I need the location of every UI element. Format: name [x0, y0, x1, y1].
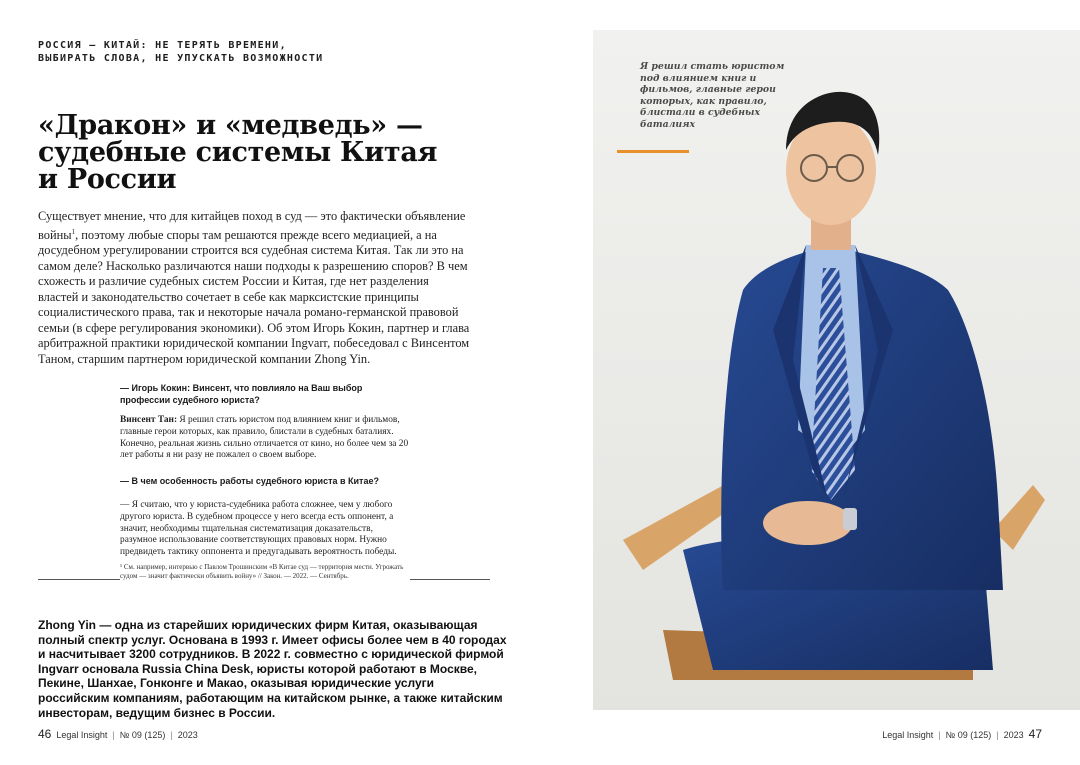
folio-separator: | [996, 730, 999, 740]
interview-answer [120, 415, 410, 462]
interview-question: — В чем особенность работы судебного юриста в Китае? [120, 476, 379, 486]
page-number: 46 [38, 727, 52, 741]
interview-answer: — Я считаю, что у юриста-судебника работа сложнее, чем у любого другого юриста. В судебном процессе у него всегда есть оппонент, а значит, необходимы тщательная систематизация доказательств, разумное использование соответствующих правовых норм. Нужно предвидеть тактику оппонента и предугадывать вероятность победы. [120, 500, 397, 558]
issue-number: № 09 (125) [945, 730, 992, 740]
kicker-line: ВЫБИРАТЬ СЛОВА, НЕ УПУСКАТЬ ВОЗМОЖНОСТИ [38, 53, 324, 64]
speaker-name: Винсент Тан: [120, 415, 178, 425]
interview-question: — Игорь Кокин: Винсент, что повлияло на Ваш выбор профессии судебного юриста? [120, 383, 363, 405]
chair-arm-right [993, 485, 1045, 550]
footnote-ref: 1 [71, 227, 76, 236]
page-folio [38, 727, 198, 741]
accent-rule [617, 150, 689, 153]
article-headline [38, 112, 478, 193]
headline-line: и России [38, 164, 177, 195]
kicker-line: РОССИЯ — КИТАЙ: НЕ ТЕРЯТЬ ВРЕМЕНИ, [38, 40, 287, 51]
pull-quote: Я решил стать юристом под влиянием книг и фильмов, главные герои которых, как правило, блистали в судебных баталиях [640, 61, 785, 130]
footnote: ¹ См. например, интервью с Павлом Трошинским «В Китае суд — территория мести. Угрожать судом — значит фактически объявить войну» // Закон. — 2022. — Сентябрь. [120, 563, 404, 580]
folio-separator: | [938, 730, 941, 740]
magazine-name: Legal Insight [882, 730, 934, 740]
folio-separator: | [112, 730, 115, 740]
folio-separator: | [170, 730, 173, 740]
lead-text: , поэтому любые споры там решаются прежде всего медиацией, а на досудебном урегулировании строится вся судебная система Китая. Так ли это на самом деле? Насколько различаются наши подходы к разрешению споров? В чем схожесть и различие судебных систем России и Китая, где нет разделения властей и законодательство сочетает в себе как марксистские принципы социалистического права, так и некоторые начала романо-германской правовой семьи (в сфере регулирования экономики). Об этом Игорь Кокин, партнер и глава арбитражной практики юридической компании Ingvarr, побеседовал с Винсентом Таном, старшим партнером юридической компании Zhong Yin. [38, 227, 470, 366]
section-kicker [38, 39, 418, 65]
hands [763, 501, 853, 545]
lead-paragraph [38, 209, 470, 367]
answer-text: Я решил стать юристом под влиянием книг и фильмов, главные герои которых, как правило, блистали в судебных баталиях. Конечно, реальная жизнь сильно отличается от кино, но более чем за 20 лет работы я ни разу не пожалел о своем выборе. [120, 415, 409, 461]
headline-line: судебные системы Китая [38, 137, 438, 168]
company-about: Zhong Yin — одна из старейших юридических фирм Китая, оказывающая полный спектр услуг. Основана в 1993 г. Имеет офисы более чем в 40 городах и насчитывает 3200 сотрудников. В 2022 г. совместно с юридической фирмой Ingvarr основала Russia China Desk, юристы которой работают в Москве, Пекине, Шанхае, Гонконге и Макао, оказывая юридические услуги российским компаниям, работающим на китайском рынке, а также китайским инвесторам, ведущим бизнес в России. [38, 618, 507, 720]
issue-year: 2023 [1003, 730, 1024, 740]
portrait-photo [593, 30, 1080, 710]
issue-year: 2023 [177, 730, 198, 740]
portrait-illustration [593, 30, 1080, 710]
headline-line: «Дракон» и «медведь» — [38, 110, 423, 141]
footnote-rule [410, 579, 490, 580]
page-folio [882, 727, 1042, 741]
page-number: 47 [1028, 727, 1042, 741]
magazine-name: Legal Insight [56, 730, 108, 740]
issue-number: № 09 (125) [119, 730, 166, 740]
footnote-rule [38, 579, 120, 580]
lead-text: Существует мнение, что для китайцев поход в суд — это фактически объявление войны [38, 209, 466, 242]
watch [843, 508, 857, 530]
